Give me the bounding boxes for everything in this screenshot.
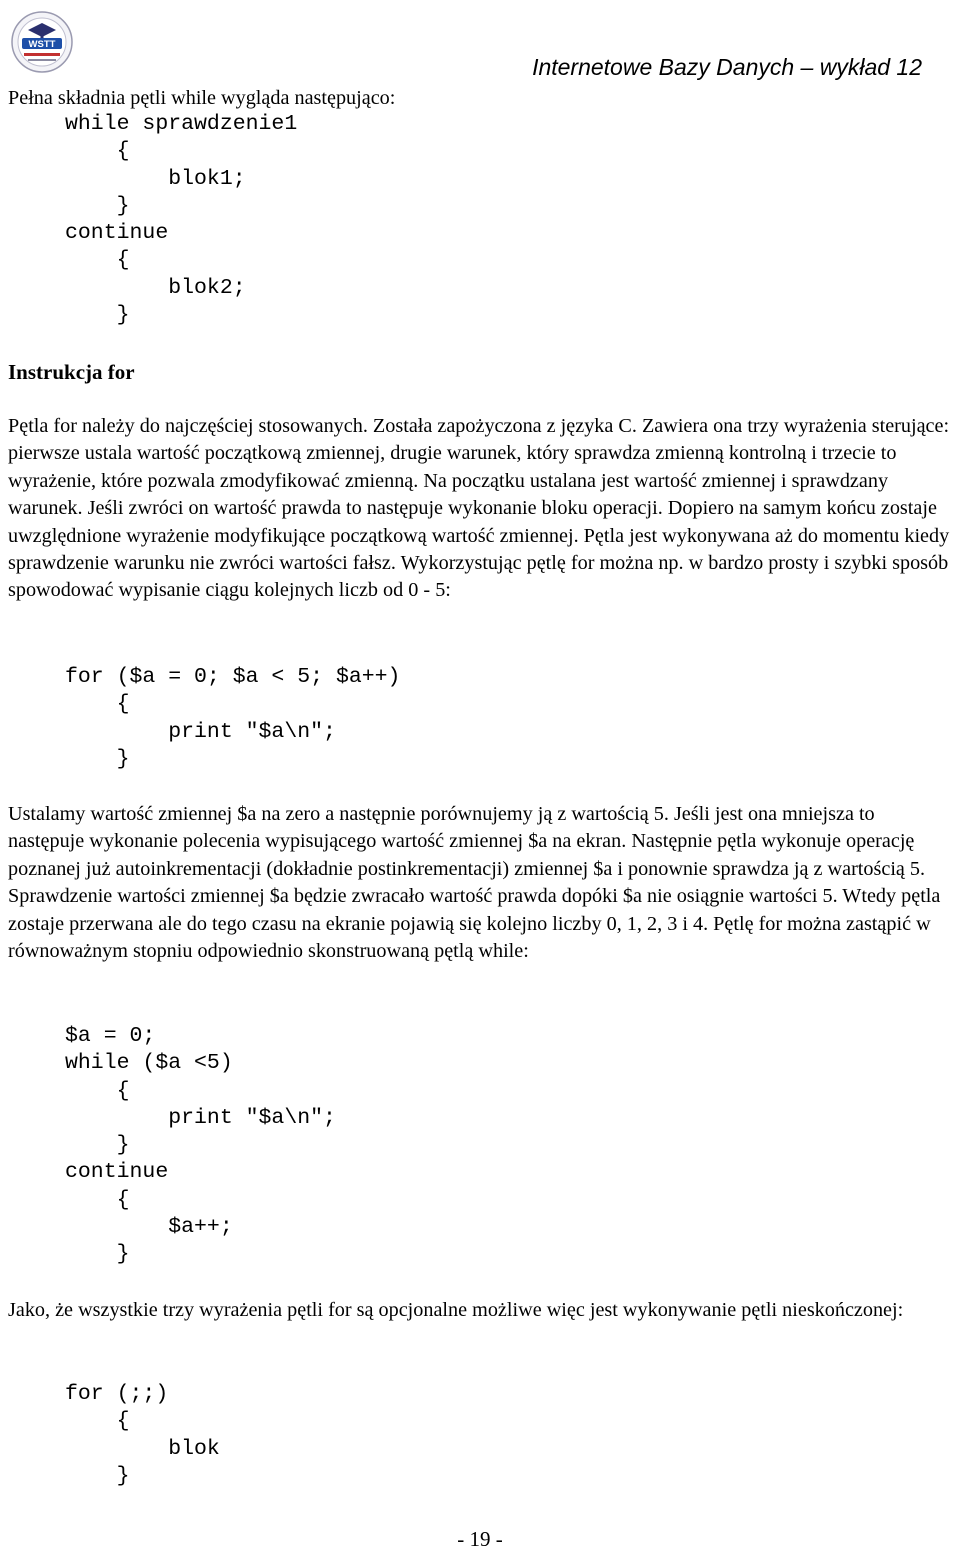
- code-line: while sprawdzenie1: [65, 112, 298, 136]
- code-line: }: [65, 303, 130, 328]
- code-line: }: [65, 1242, 130, 1267]
- code-line: while ($a <5): [65, 1051, 233, 1076]
- paragraph-infinite-loop: Jako, że wszystkie trzy wyrażenia pętli for są opcjonalne możliwe więc jest wykonywanie pętli nieskończonej:: [8, 1299, 904, 1321]
- code-line: {: [65, 139, 130, 164]
- code-line: }: [65, 1463, 130, 1488]
- document-header-title: Internetowe Bazy Danych – wykład 12: [532, 54, 922, 80]
- page-number: - 19 -: [457, 1527, 503, 1551]
- code-line: blok: [65, 1436, 220, 1461]
- code-line: }: [65, 193, 130, 218]
- section-heading-for: Instrukcja for: [8, 360, 135, 384]
- code-block-for-example: [65, 664, 400, 773]
- code-line: blok2;: [65, 275, 246, 300]
- code-line: {: [65, 248, 130, 273]
- code-block-while-equivalent: [65, 1023, 336, 1269]
- code-line: continue: [65, 1160, 169, 1185]
- paragraph-for-explanation: Ustalamy wartość zmiennej $a na zero a następnie porównujemy ją z wartością 5. Jeśli jest ona mniejsza to następuje wykonanie polecenia wypisującego wartość zmiennej $a na ekran. Następnie pętla wykonuje operację poznanej już autoinkrementacji (dokładnie postinkrementacji) zmiennej $a i ponownie sprawdza ją z wartością 5. Sprawdzenie wartości zmiennej $a będzie zwracało wartość prawda dopóki $a nie osiągnie wartości 5. Wtedy pętla zostaje przerwana ale do tego czasu na ekranie pojawią się kolejno liczby 0, 1, 2, 3 i 4. Pętlę for można zastąpić w równoważnym stopniu odpowiednio skonstruowaną pętlą while:: [8, 803, 941, 963]
- code-block-while-syntax: [65, 111, 297, 329]
- code-line: }: [65, 746, 130, 771]
- code-line: {: [65, 1187, 130, 1212]
- code-line: for (;;): [65, 1382, 169, 1406]
- code-block-infinite-for: [65, 1381, 220, 1490]
- code-line: {: [65, 692, 130, 717]
- intro-text: Pełna składnia pętli while wygląda następująco:: [8, 87, 396, 109]
- code-line: }: [65, 1133, 130, 1158]
- wstt-logo: [10, 10, 74, 74]
- code-line: print "$a\n";: [65, 1105, 336, 1130]
- code-line: {: [65, 1409, 130, 1434]
- code-line: {: [65, 1078, 130, 1103]
- svg-text:WSTT: WSTT: [28, 39, 56, 50]
- code-line: $a++;: [65, 1215, 233, 1240]
- code-line: print "$a\n";: [65, 719, 336, 744]
- code-line: blok1;: [65, 166, 246, 191]
- paragraph-for-description: Pętla for należy do najczęściej stosowanych. Została zapożyczona z języka C. Zawiera ona trzy wyrażenia sterujące: pierwsze ustala wartość początkową zmiennej, drugie warunek, który sprawdza zmienną kontrolną i trzecie to wyrażenie, które pozwala zmodyfikować zmienną. Na początku ustalana jest wartość zmiennej i sprawdzany warunek. Jeśli zwróci on wartość prawda to następuje wykonanie bloku operacji. Dopiero na samym końcu zostaje uwzględnione wyrażenie modyfikujące początkową wartość zmiennej. Pętla jest wykonywana aż do momentu kiedy sprawdzenie warunku nie zwróci wartości fałsz. Wykorzystując pętlę for można np. w bardzo prosty i szybki sposób spowodować wypisanie ciągu kolejnych liczb od 0 - 5:: [8, 415, 950, 602]
- code-line: $a = 0;: [65, 1024, 156, 1048]
- code-line: for ($a = 0; $a < 5; $a++): [65, 665, 401, 689]
- code-line: continue: [65, 221, 169, 246]
